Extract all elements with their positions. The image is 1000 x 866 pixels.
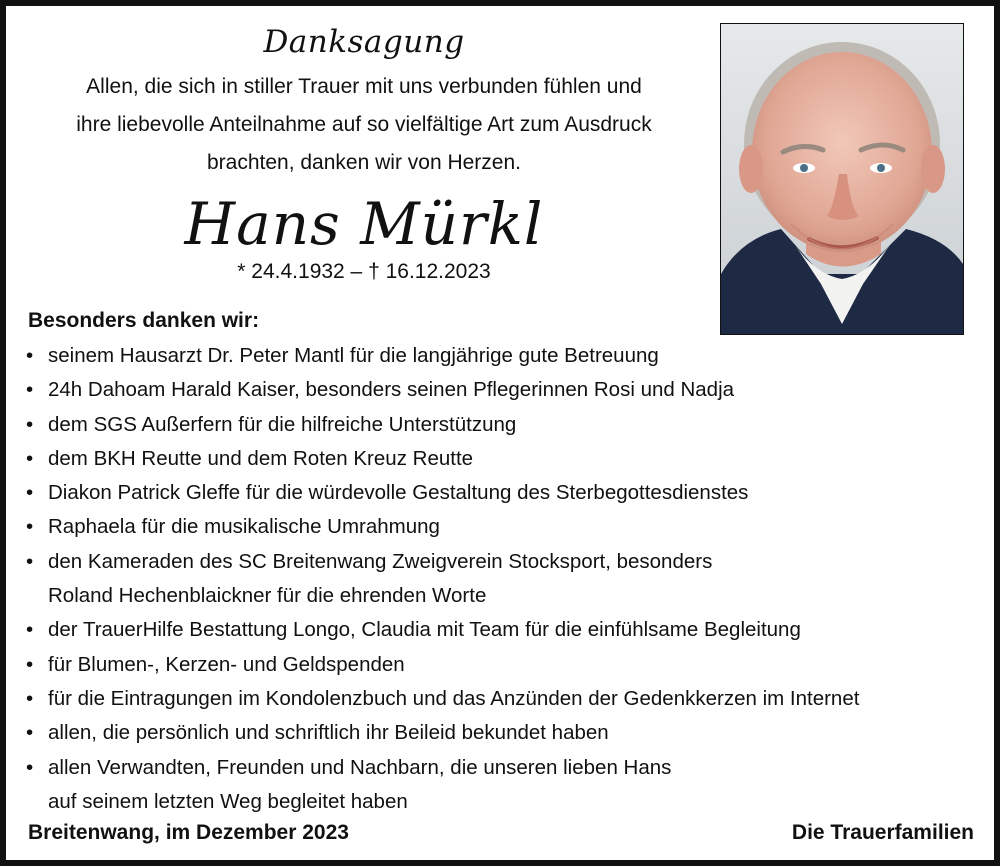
list-item-text: dem SGS Außerfern für die hilfreiche Unterstützung: [48, 412, 517, 436]
intro-line: brachten, danken wir von Herzen.: [206, 151, 521, 174]
thanks-title: Besonders danken wir:: [28, 309, 260, 332]
notice-header: [26, 22, 702, 286]
list-item: [24, 339, 859, 373]
list-item-text: allen, die persönlich und schriftlich ihr Beileid bekundet haben: [48, 721, 609, 745]
portrait-illustration: [721, 24, 963, 334]
list-item: [24, 613, 859, 647]
list-item: [24, 442, 859, 476]
life-dates: * 24.4.1932 – † 16.12.2023: [237, 260, 491, 283]
bullet-icon: •: [26, 481, 34, 505]
signature: Die Trauerfamilien: [791, 821, 974, 844]
list-item: [24, 716, 859, 750]
list-item: [24, 648, 859, 682]
list-item-text: für Blumen-, Kerzen- und Geldspenden: [48, 652, 405, 676]
list-item: [24, 545, 859, 614]
bullet-icon: •: [26, 549, 34, 573]
list-item-text: dem BKH Reutte und dem Roten Kreuz Reutte: [48, 446, 474, 470]
list-item-text: den Kameraden des SC Breitenwang Zweigverein Stocksport, besonders: [48, 549, 713, 573]
place-date: Breitenwang, im Dezember 2023: [28, 821, 349, 844]
list-item-text: 24h Dahoam Harald Kaiser, besonders seinen Pflegerinnen Rosi und Nadja: [48, 378, 735, 402]
list-item-text: für die Eintragungen im Kondolenzbuch und das Anzünden der Gedenkkerzen im Internet: [48, 686, 860, 710]
notice-heading: Danksagung: [263, 24, 465, 60]
list-item-text: seinem Hausarzt Dr. Peter Mantl für die langjährige gute Betreuung: [48, 344, 659, 367]
bullet-icon: •: [26, 515, 34, 539]
list-item-text: der TrauerHilfe Bestattung Longo, Claudia mit Team für die einfühlsame Begleitung: [48, 618, 801, 642]
list-item: [24, 408, 859, 442]
intro-text: [26, 68, 702, 182]
bullet-icon: •: [26, 446, 34, 470]
bullet-icon: •: [26, 618, 34, 642]
list-item-text: auf seinem letzten Weg begleitet haben: [48, 789, 408, 813]
thanks-list: [24, 339, 859, 819]
bullet-icon: •: [26, 755, 34, 779]
list-item-text: allen Verwandten, Freunden und Nachbarn, die unseren lieben Hans: [48, 755, 672, 779]
bullet-icon: •: [26, 378, 34, 402]
intro-line: Allen, die sich in stiller Trauer mit uns verbunden fühlen und: [86, 75, 642, 98]
intro-line: ihre liebevolle Anteilnahme auf so vielfältige Art zum Ausdruck: [76, 113, 652, 136]
bullet-icon: •: [26, 686, 34, 710]
list-item-text: Raphaela für die musikalische Umrahmung: [48, 515, 440, 539]
list-item: [24, 476, 859, 510]
list-item-text: Roland Hechenblaickner für die ehrenden Worte: [48, 584, 487, 608]
bullet-icon: •: [26, 412, 34, 436]
portrait-photo: [720, 23, 964, 335]
bullet-icon: •: [26, 721, 34, 745]
list-item: [24, 682, 859, 716]
list-item: [24, 373, 859, 407]
bullet-icon: •: [26, 652, 34, 676]
list-item: [24, 751, 859, 820]
deceased-name: Hans Mürkl: [184, 190, 544, 258]
list-item-text: Diakon Patrick Gleffe für die würdevolle Gestaltung des Sterbegottesdienstes: [48, 481, 749, 505]
list-item: [24, 510, 859, 544]
bullet-icon: •: [26, 344, 34, 367]
